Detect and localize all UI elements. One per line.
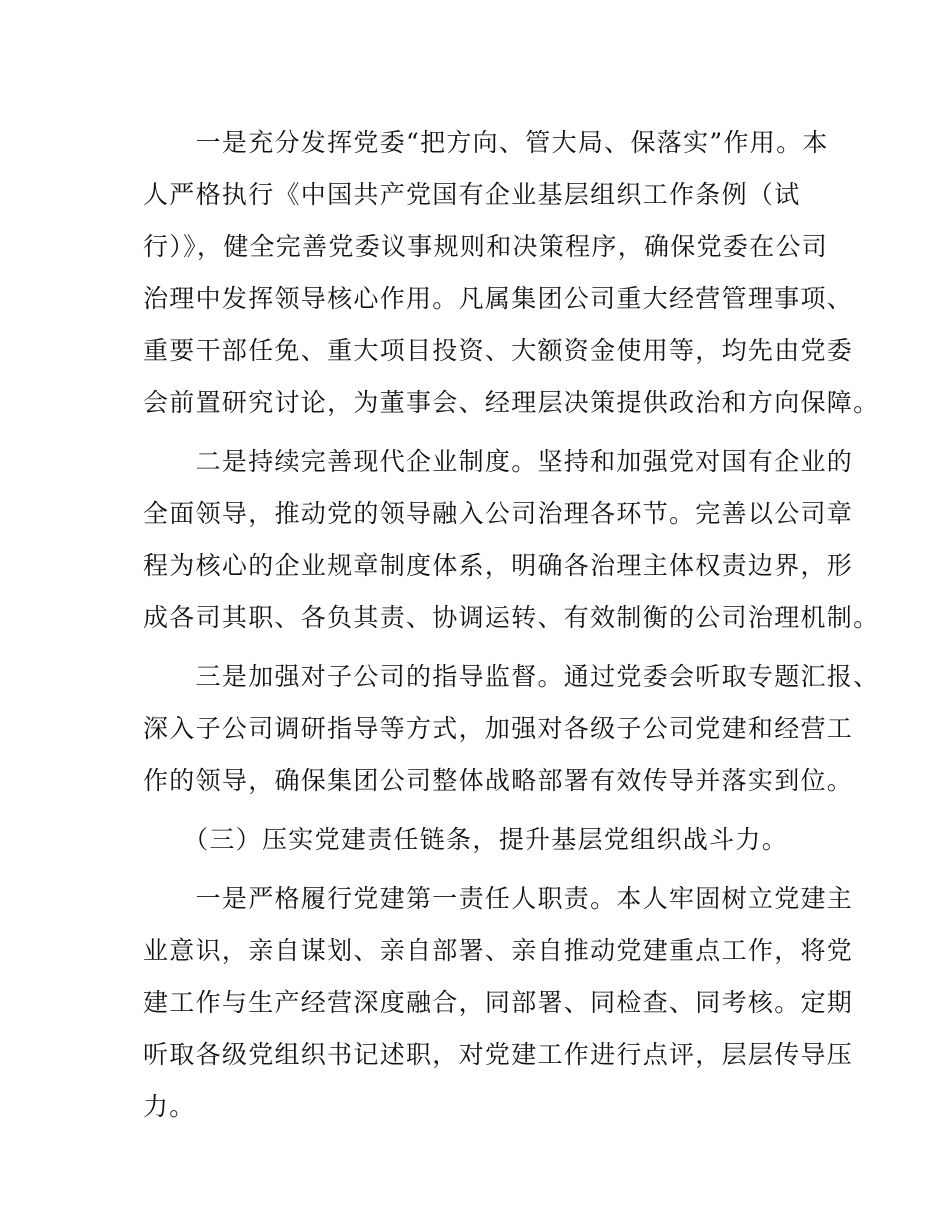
paragraph-line: 一是充分发挥党委“把方向、管大局、保落实”作用。本: [143, 128, 829, 157]
paragraph-line: 作的领导，确保集团公司整体战略部署有效传导并落实到位。: [143, 766, 854, 795]
paragraph-line: 二是持续完善现代企业制度。坚持和加强党对国有企业的: [143, 447, 854, 476]
paragraph-line: 成各司其职、各负其责、协调运转、有效制衡的公司治理机制。: [143, 603, 880, 632]
paragraph-line: 治理中发挥领导核心作用。凡属集团公司重大经营管理事项、: [143, 284, 854, 313]
paragraph-line: 建工作与生产经营深度融合，同部署、同检查、同考核。定期: [143, 988, 854, 1017]
paragraph-line: 会前置研究讨论，为董事会、经理层决策提供政治和方向保障。: [143, 388, 880, 417]
paragraph-line: 程为核心的企业规章制度体系，明确各治理主体权责边界，形: [143, 551, 854, 580]
paragraph-line: 听取各级党组织书记述职，对党建工作进行点评，层层传导压: [143, 1040, 854, 1069]
paragraph-line: 深入子公司调研指导等方式，加强对各级子公司党建和经营工: [143, 714, 854, 743]
paragraph-line: 重要干部任免、重大项目投资、大额资金使用等，均先由党委: [143, 336, 854, 365]
paragraph-line: 力。: [143, 1092, 196, 1121]
paragraph-line: 人严格执行《中国共产党国有企业基层组织工作条例（试: [143, 180, 801, 209]
paragraph-line: 三是加强对子公司的指导监督。通过党委会听取专题汇报、: [143, 662, 880, 691]
paragraph-line: 一是严格履行党建第一责任人职责。本人牢固树立党建主: [143, 884, 854, 913]
paragraph-line: 业意识，亲自谋划、亲自部署、亲自推动党建重点工作，将党: [143, 936, 854, 965]
paragraph-line: 全面领导，推动党的领导融入公司治理各环节。完善以公司章: [143, 499, 854, 528]
paragraph-line: 行）》，健全完善党委议事规则和决策程序，确保党委在公司: [143, 232, 829, 261]
section-heading: （三）压实党建责任链条，提升基层党组织战斗力。: [143, 825, 789, 854]
